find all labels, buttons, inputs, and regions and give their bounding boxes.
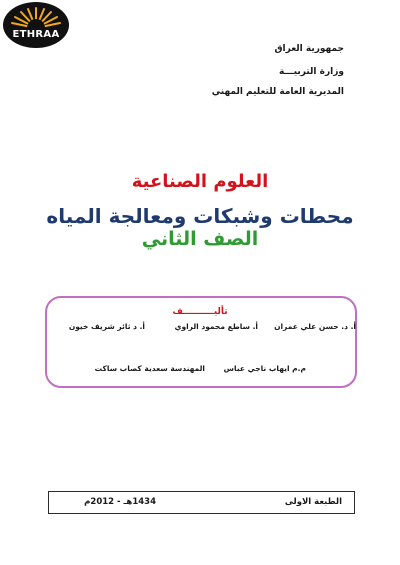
- subject-title: العلوم الصناعية: [131, 171, 269, 192]
- author-name: أ. د ثائر شريف خيون: [68, 322, 145, 331]
- logo-text: ETHRAA: [12, 29, 60, 40]
- header-directorate: المديرية العامة للتعليم المهني: [211, 87, 344, 97]
- author-name: أ. ساطع محمود الراوي: [174, 322, 258, 331]
- ethraa-logo: [3, 2, 69, 48]
- sunburst-icon: [3, 2, 69, 48]
- author-name: م.م ايهاب ناجي عباس: [223, 364, 306, 373]
- book-title: محطات وشبكات ومعالجة المياه: [46, 204, 354, 228]
- authors-heading: تأليــــــــــف: [172, 307, 228, 317]
- grade-title: الصف الثاني: [141, 228, 259, 250]
- edition-date: 1434هـ - 2012م: [84, 497, 156, 507]
- edition-label: الطبعة الاولى: [284, 497, 342, 507]
- author-name: أ. د. حسن علي عمران: [274, 322, 356, 331]
- author-name: المهندسة سعدية كصاب ساكت: [94, 364, 205, 373]
- header-ministry: وزارة التربيـــة: [279, 67, 344, 77]
- header-country: جمهورية العراق: [274, 44, 344, 54]
